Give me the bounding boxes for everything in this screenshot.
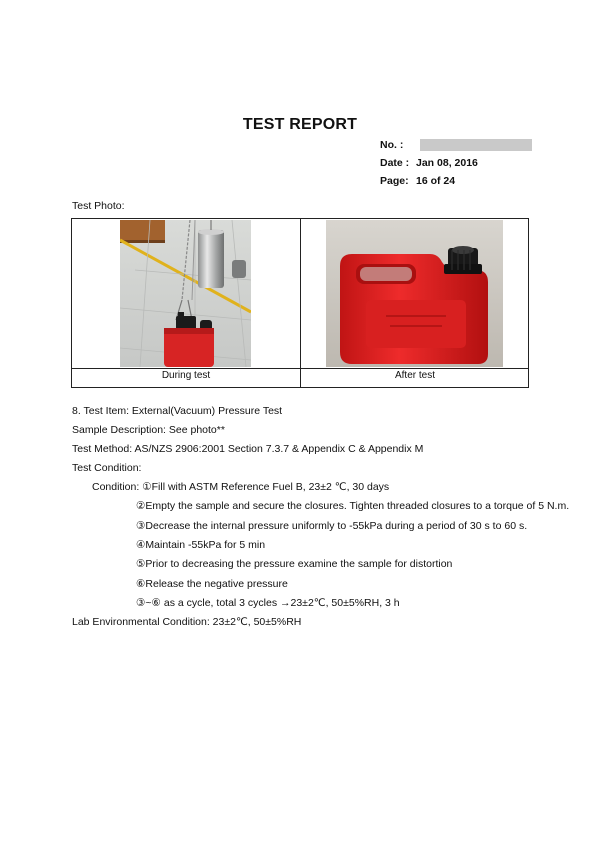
caption-after-test: After test [394, 370, 435, 381]
report-page-row [380, 172, 532, 190]
report-meta [380, 136, 532, 190]
condition-step-2: ②Empty the sample and secure the closures. Tighten threaded closures to a torque of 5 N.m. [136, 500, 570, 512]
test-method: Test Method: AS/NZS 2906:2001 Section 7.3.7 & Appendix C & Appendix M [72, 443, 424, 455]
condition-step-5: ⑤Prior to decreasing the pressure examine the sample for distortion [136, 558, 453, 570]
condition-step-1: Condition: ①Fill with ASTM Reference Fuel B, 23±2 ℃, 30 days [92, 481, 390, 493]
report-page-value: 16 of 24 [416, 175, 456, 187]
lab-environmental-condition: Lab Environmental Condition: 23±2℃, 50±5%RH [72, 616, 302, 628]
condition-cycle: ③~⑥ as a cycle, total 3 cycles →23±2℃, 50±5%RH, 3 h [136, 597, 400, 609]
caption-during-test: During test [161, 370, 211, 381]
condition-step-6: ⑥Release the negative pressure [136, 578, 288, 590]
report-date-label: Date : [380, 157, 410, 169]
report-date-value: Jan 08, 2016 [416, 157, 478, 169]
after-test-photo [326, 220, 503, 367]
during-test-photo [120, 220, 251, 367]
test-photo-label: Test Photo: [72, 200, 125, 212]
report-page-label: Page: [380, 175, 409, 187]
report-title: TEST REPORT [242, 116, 358, 133]
report-date-row [380, 154, 532, 172]
redacted-report-number [420, 139, 532, 151]
report-number-label: No. : [380, 139, 404, 151]
photo-table [71, 218, 529, 388]
table-divider-vertical [300, 219, 301, 387]
report-number-row [380, 136, 532, 154]
test-condition-heading: Test Condition: [72, 462, 142, 474]
during-test-photo-image [120, 220, 251, 367]
test-item: 8. Test Item: External(Vacuum) Pressure Test [72, 405, 283, 417]
sample-description: Sample Description: See photo** [72, 424, 225, 436]
condition-step-3: ③Decrease the internal pressure uniformly to -55kPa during a period of 30 s to 60 s. [136, 520, 528, 532]
condition-step-4: ④Maintain -55kPa for 5 min [136, 539, 266, 551]
after-test-photo-image [326, 220, 503, 367]
table-divider-horizontal [72, 368, 528, 369]
